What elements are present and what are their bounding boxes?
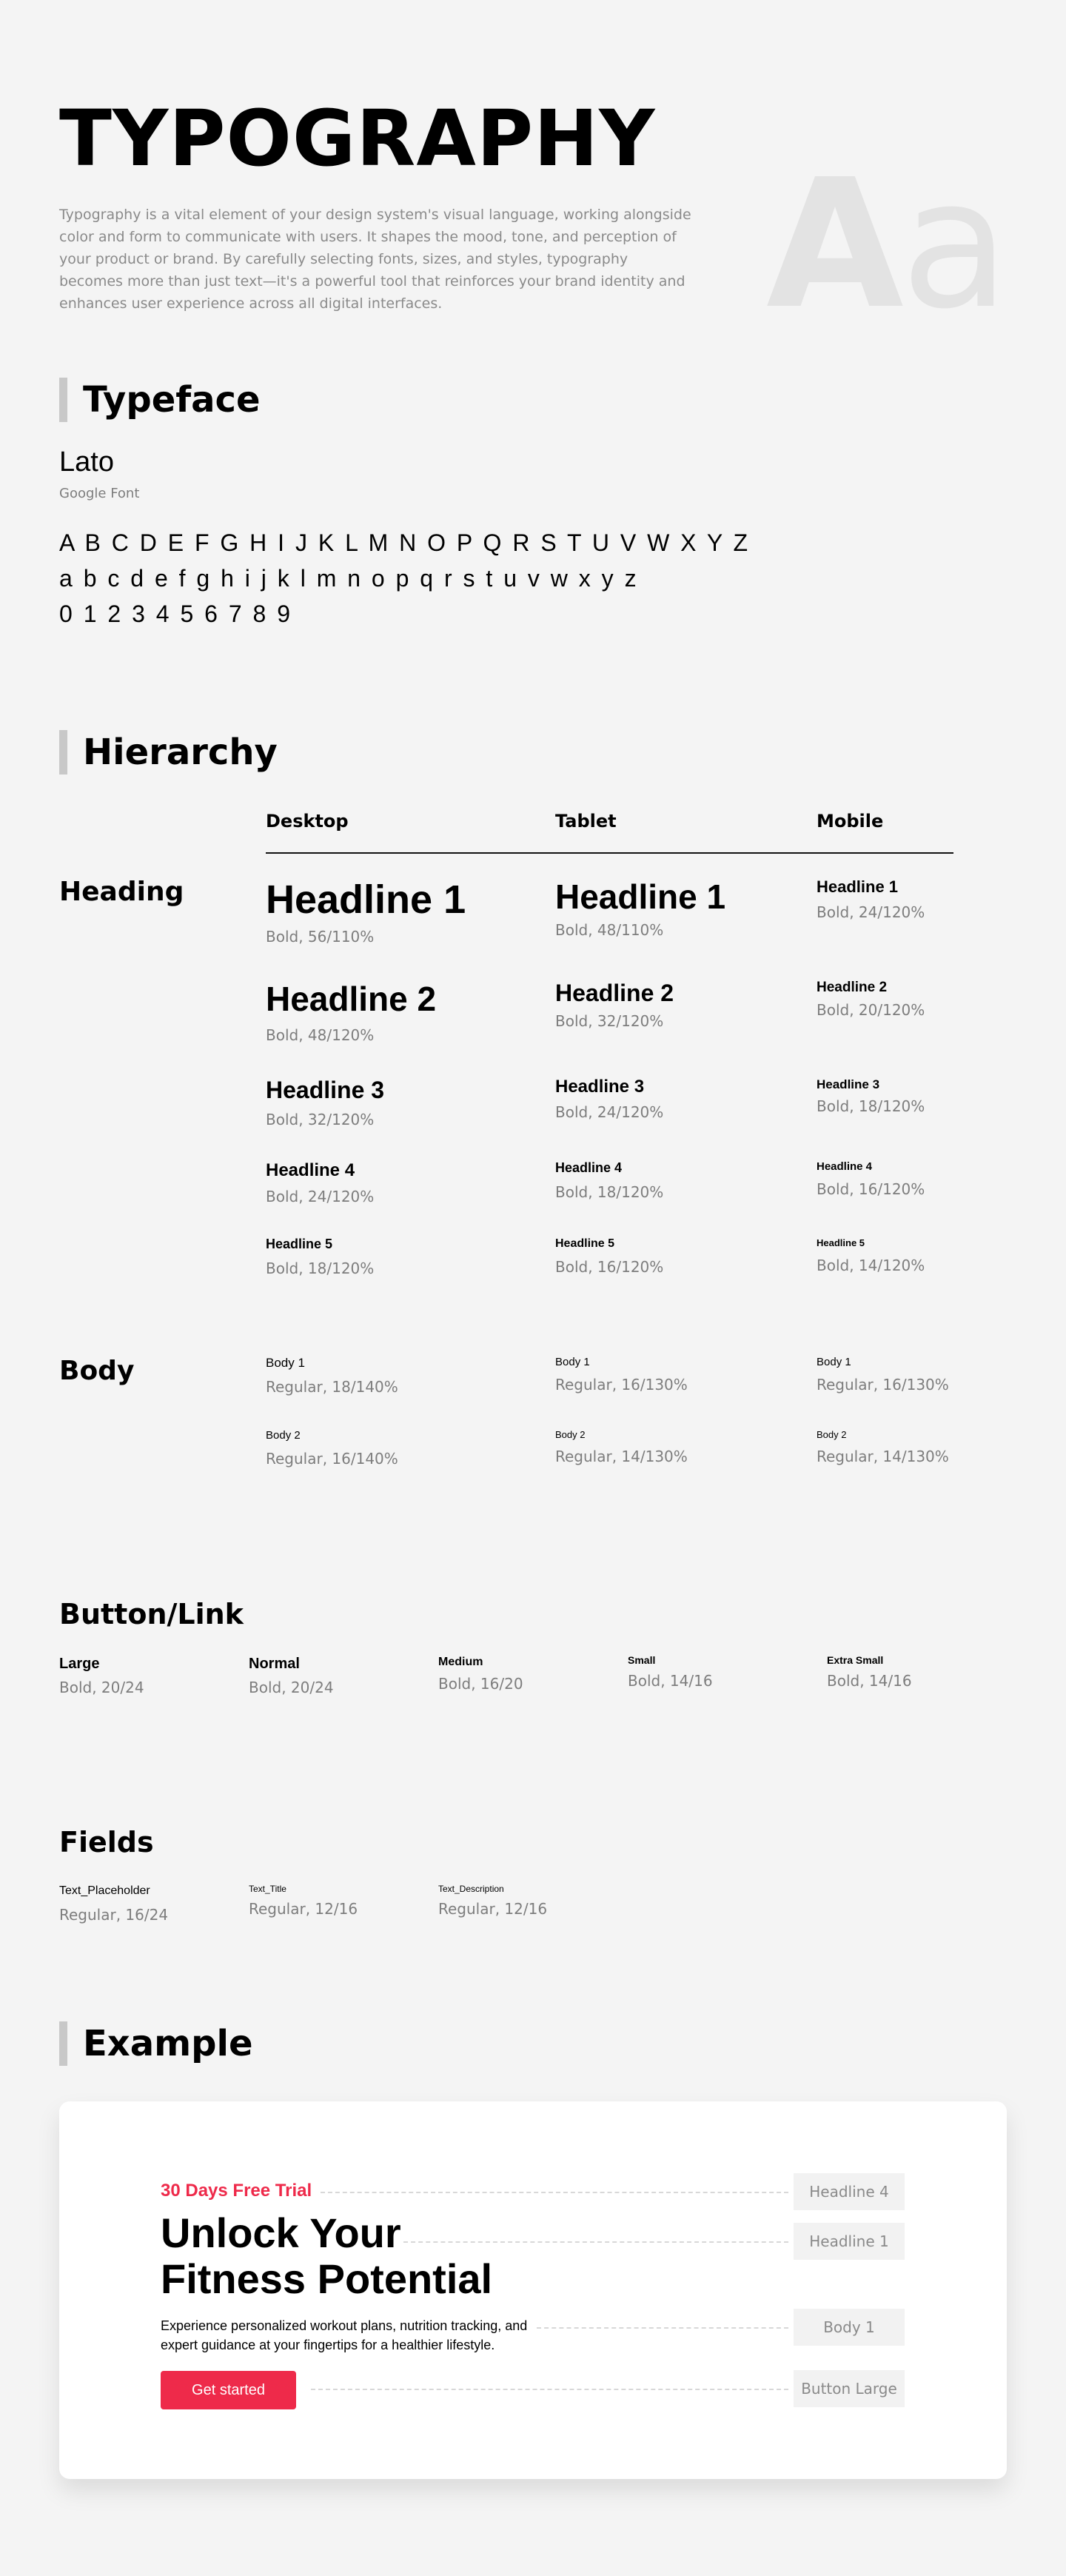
- mobile-headline-4: Headline 4: [817, 1160, 873, 1173]
- glyph-lowercase: a: [900, 141, 1007, 348]
- button-medium-label: Medium: [438, 1656, 483, 1668]
- button-large-spec: Bold, 20/24: [59, 1679, 144, 1696]
- section-accent-bar: [59, 2021, 67, 2066]
- field-placeholder-spec: Regular, 16/24: [59, 1906, 169, 1924]
- desktop-headline-3: Headline 3: [266, 1077, 385, 1103]
- tag-headline-1: Headline 1: [794, 2223, 905, 2260]
- field-description-label: Text_Description: [438, 1884, 504, 1894]
- tablet-headline-1: Headline 1: [555, 877, 726, 916]
- button-small-label: Small: [628, 1654, 656, 1666]
- column-header-mobile: Mobile: [817, 811, 884, 832]
- button-medium-spec: Bold, 16/20: [438, 1675, 523, 1693]
- tablet-headline-3: Headline 3: [555, 1077, 645, 1097]
- section-accent-bar: [59, 378, 67, 422]
- tablet-headline-2-spec: Bold, 32/120%: [555, 1012, 664, 1030]
- tablet-headline-4: Headline 4: [555, 1160, 623, 1175]
- mobile-body-1: Body 1: [817, 1356, 851, 1368]
- digits: 0 1 2 3 4 5 6 7 8 9: [59, 600, 291, 627]
- mobile-headline-1-spec: Bold, 24/120%: [817, 903, 925, 921]
- tablet-body-2: Body 2: [555, 1429, 586, 1440]
- typeface-source: Google Font: [59, 486, 140, 501]
- tablet-headline-1-spec: Bold, 48/110%: [555, 921, 664, 939]
- mobile-headline-5-spec: Bold, 14/120%: [817, 1257, 925, 1274]
- uppercase-alphabet: A B C D E F G H I J K L M N O P Q R S T U V W X Y Z: [59, 529, 749, 556]
- column-header-desktop: Desktop: [266, 811, 349, 832]
- button-large-label: Large: [59, 1656, 100, 1672]
- desktop-headline-5-spec: Bold, 18/120%: [266, 1259, 375, 1277]
- field-description-spec: Regular, 12/16: [438, 1900, 548, 1918]
- mobile-headline-2-spec: Bold, 20/120%: [817, 1001, 925, 1019]
- mobile-headline-2: Headline 2: [817, 980, 888, 995]
- tablet-headline-2: Headline 2: [555, 980, 674, 1006]
- mobile-body-2: Body 2: [817, 1429, 847, 1440]
- mobile-headline-4-spec: Bold, 16/120%: [817, 1180, 925, 1198]
- button-link-title: Button/Link: [59, 1598, 244, 1630]
- mobile-headline-3-spec: Bold, 18/120%: [817, 1097, 925, 1115]
- desktop-headline-1-spec: Bold, 56/110%: [266, 928, 375, 946]
- desktop-body-1: Body 1: [266, 1356, 305, 1370]
- field-title-label: Text_Title: [249, 1884, 286, 1894]
- page-title: TYPOGRAPHY: [59, 93, 656, 184]
- desktop-headline-3-spec: Bold, 32/120%: [266, 1111, 375, 1128]
- button-normal-label: Normal: [249, 1656, 300, 1672]
- typeface-section-title: Typeface: [83, 379, 261, 421]
- desktop-headline-4: Headline 4: [266, 1160, 355, 1180]
- tablet-headline-4-spec: Bold, 18/120%: [555, 1183, 664, 1201]
- heading-row-label: Heading: [59, 877, 184, 907]
- type-specimen-glyph: [766, 141, 1007, 348]
- column-header-tablet: Tablet: [555, 811, 617, 832]
- example-trial-label: 30 Days Free Trial: [161, 2181, 312, 2201]
- desktop-headline-5: Headline 5: [266, 1237, 333, 1251]
- glyph-uppercase: A: [766, 141, 901, 348]
- desktop-headline-2-spec: Bold, 48/120%: [266, 1026, 375, 1044]
- tablet-body-1: Body 1: [555, 1356, 590, 1368]
- tag-body-1: Body 1: [794, 2309, 905, 2346]
- intro-paragraph: Typography is a vital element of your design system's visual language, working alongside color and form to communicate with users. It shapes the mood, tone, and perception of your product or brand. By carefully selecting fonts, sizes, and styles, typography becomes more than just text—it's a powerful tool that reinforces your brand identity and enhances user experience across all digital interfaces.: [59, 207, 691, 312]
- button-extra-small-label: Extra Small: [827, 1654, 884, 1666]
- hierarchy-section-header: [59, 730, 278, 775]
- mobile-headline-5: Headline 5: [817, 1237, 865, 1248]
- mobile-headline-1: Headline 1: [817, 877, 899, 896]
- fields-title: Fields: [59, 1826, 154, 1859]
- example-body-text: Experience personalized workout plans, nutrition tracking, and expert guidance at your fingertips for a healthier lifestyle.: [161, 2318, 528, 2352]
- hierarchy-section-title: Hierarchy: [83, 732, 278, 773]
- dashed-connector: [321, 2192, 788, 2193]
- example-headline: Unlock Your Fitness Potential: [161, 2209, 493, 2302]
- mobile-body-1-spec: Regular, 16/130%: [817, 1376, 949, 1394]
- tablet-body-1-spec: Regular, 16/130%: [555, 1376, 688, 1394]
- typeface-name: Lato: [59, 446, 114, 478]
- desktop-headline-4-spec: Bold, 24/120%: [266, 1188, 375, 1205]
- dashed-connector: [403, 2241, 788, 2243]
- tag-button-large: Button Large: [794, 2370, 905, 2407]
- lowercase-alphabet: a b c d e f g h i j k l m n o p q r s t u v w x y z: [59, 565, 637, 592]
- desktop-body-2-spec: Regular, 16/140%: [266, 1450, 398, 1468]
- example-section-header: [59, 2021, 253, 2066]
- desktop-headline-1: Headline 1: [266, 877, 466, 922]
- tablet-headline-5: Headline 5: [555, 1237, 615, 1250]
- dashed-connector: [311, 2389, 788, 2390]
- desktop-body-2: Body 2: [266, 1429, 301, 1442]
- dashed-connector: [537, 2327, 788, 2329]
- desktop-headline-2: Headline 2: [266, 980, 437, 1018]
- tablet-body-2-spec: Regular, 14/130%: [555, 1448, 688, 1465]
- get-started-button[interactable]: Get started: [161, 2371, 296, 2409]
- desktop-body-1-spec: Regular, 18/140%: [266, 1378, 398, 1396]
- tablet-headline-5-spec: Bold, 16/120%: [555, 1258, 664, 1276]
- tag-headline-4: Headline 4: [794, 2173, 905, 2210]
- tablet-headline-3-spec: Bold, 24/120%: [555, 1103, 664, 1121]
- button-small-spec: Bold, 14/16: [628, 1672, 713, 1690]
- body-row-label: Body: [59, 1356, 135, 1386]
- field-placeholder-label: Text_Placeholder: [59, 1884, 150, 1897]
- button-normal-spec: Bold, 20/24: [249, 1679, 334, 1696]
- mobile-body-2-spec: Regular, 14/130%: [817, 1448, 949, 1465]
- header-divider: [266, 852, 953, 854]
- typeface-section-header: [59, 378, 261, 422]
- example-section-title: Example: [83, 2023, 253, 2064]
- mobile-headline-3: Headline 3: [817, 1077, 880, 1091]
- field-title-spec: Regular, 12/16: [249, 1900, 358, 1918]
- button-extra-small-spec: Bold, 14/16: [827, 1672, 912, 1690]
- section-accent-bar: [59, 730, 67, 775]
